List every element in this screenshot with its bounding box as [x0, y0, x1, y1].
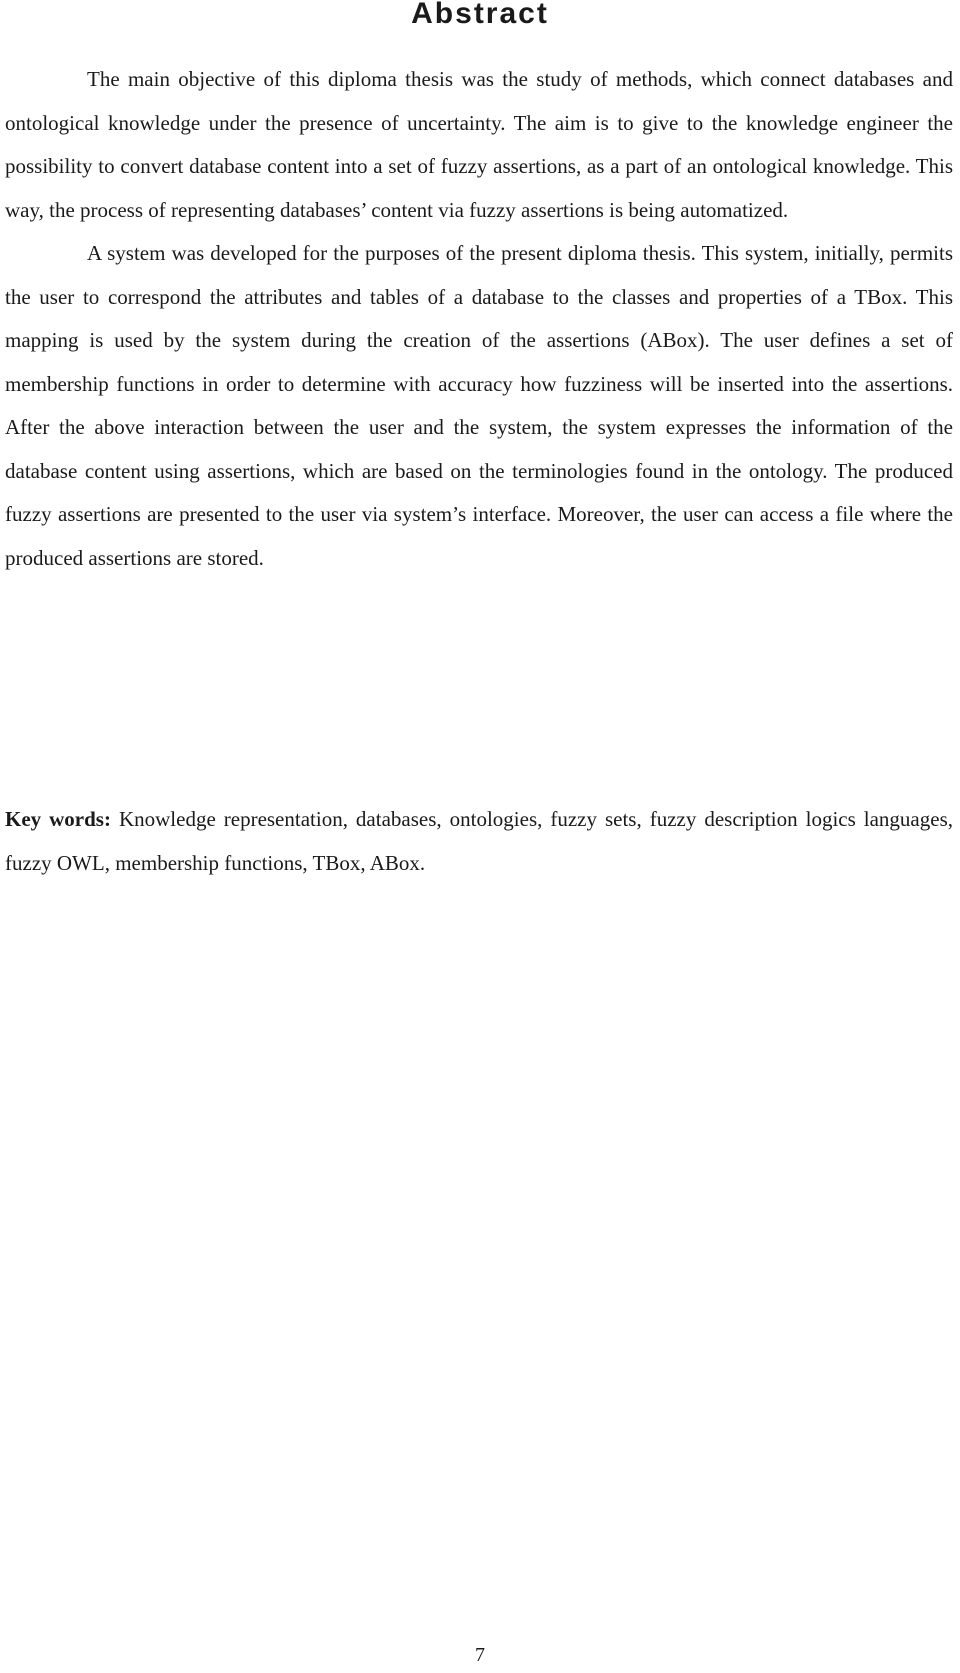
- keywords-text: Knowledge representation, databases, ontologies, fuzzy sets, fuzzy description logics languages, fuzzy OWL, membership functions, TBox, ABox.: [5, 807, 953, 875]
- page-title: Abstract: [411, 0, 549, 30]
- page-number: 7: [475, 1644, 485, 1666]
- keywords-line: [5, 798, 953, 885]
- keywords-label: Key words:: [5, 807, 111, 831]
- abstract-paragraph-1: The main objective of this diploma thesis was the study of methods, which connect databases and ontological knowledge under the presence of uncertainty. The aim is to give to the knowledge engineer the possibility to convert database content into a set of fuzzy assertions, as a part of an ontological knowledge. This way, the process of representing databases’ content via fuzzy assertions is being automatized.: [5, 67, 953, 222]
- abstract-paragraph-2: A system was developed for the purposes of the present diploma thesis. This system, initially, permits the user to correspond the attributes and tables of a database to the classes and properties of a TBox. This mapping is used by the system during the creation of the assertions (ABox). The user defines a set of membership functions in order to determine with accuracy how fuzziness will be inserted into the assertions. After the above interaction between the user and the system, the system expresses the information of the database content using assertions, which are based on the terminologies found in the ontology. The produced fuzzy assertions are presented to the user via system’s interface. Moreover, the user can access a file where the produced assertions are stored.: [5, 241, 953, 570]
- abstract-body: [5, 58, 953, 580]
